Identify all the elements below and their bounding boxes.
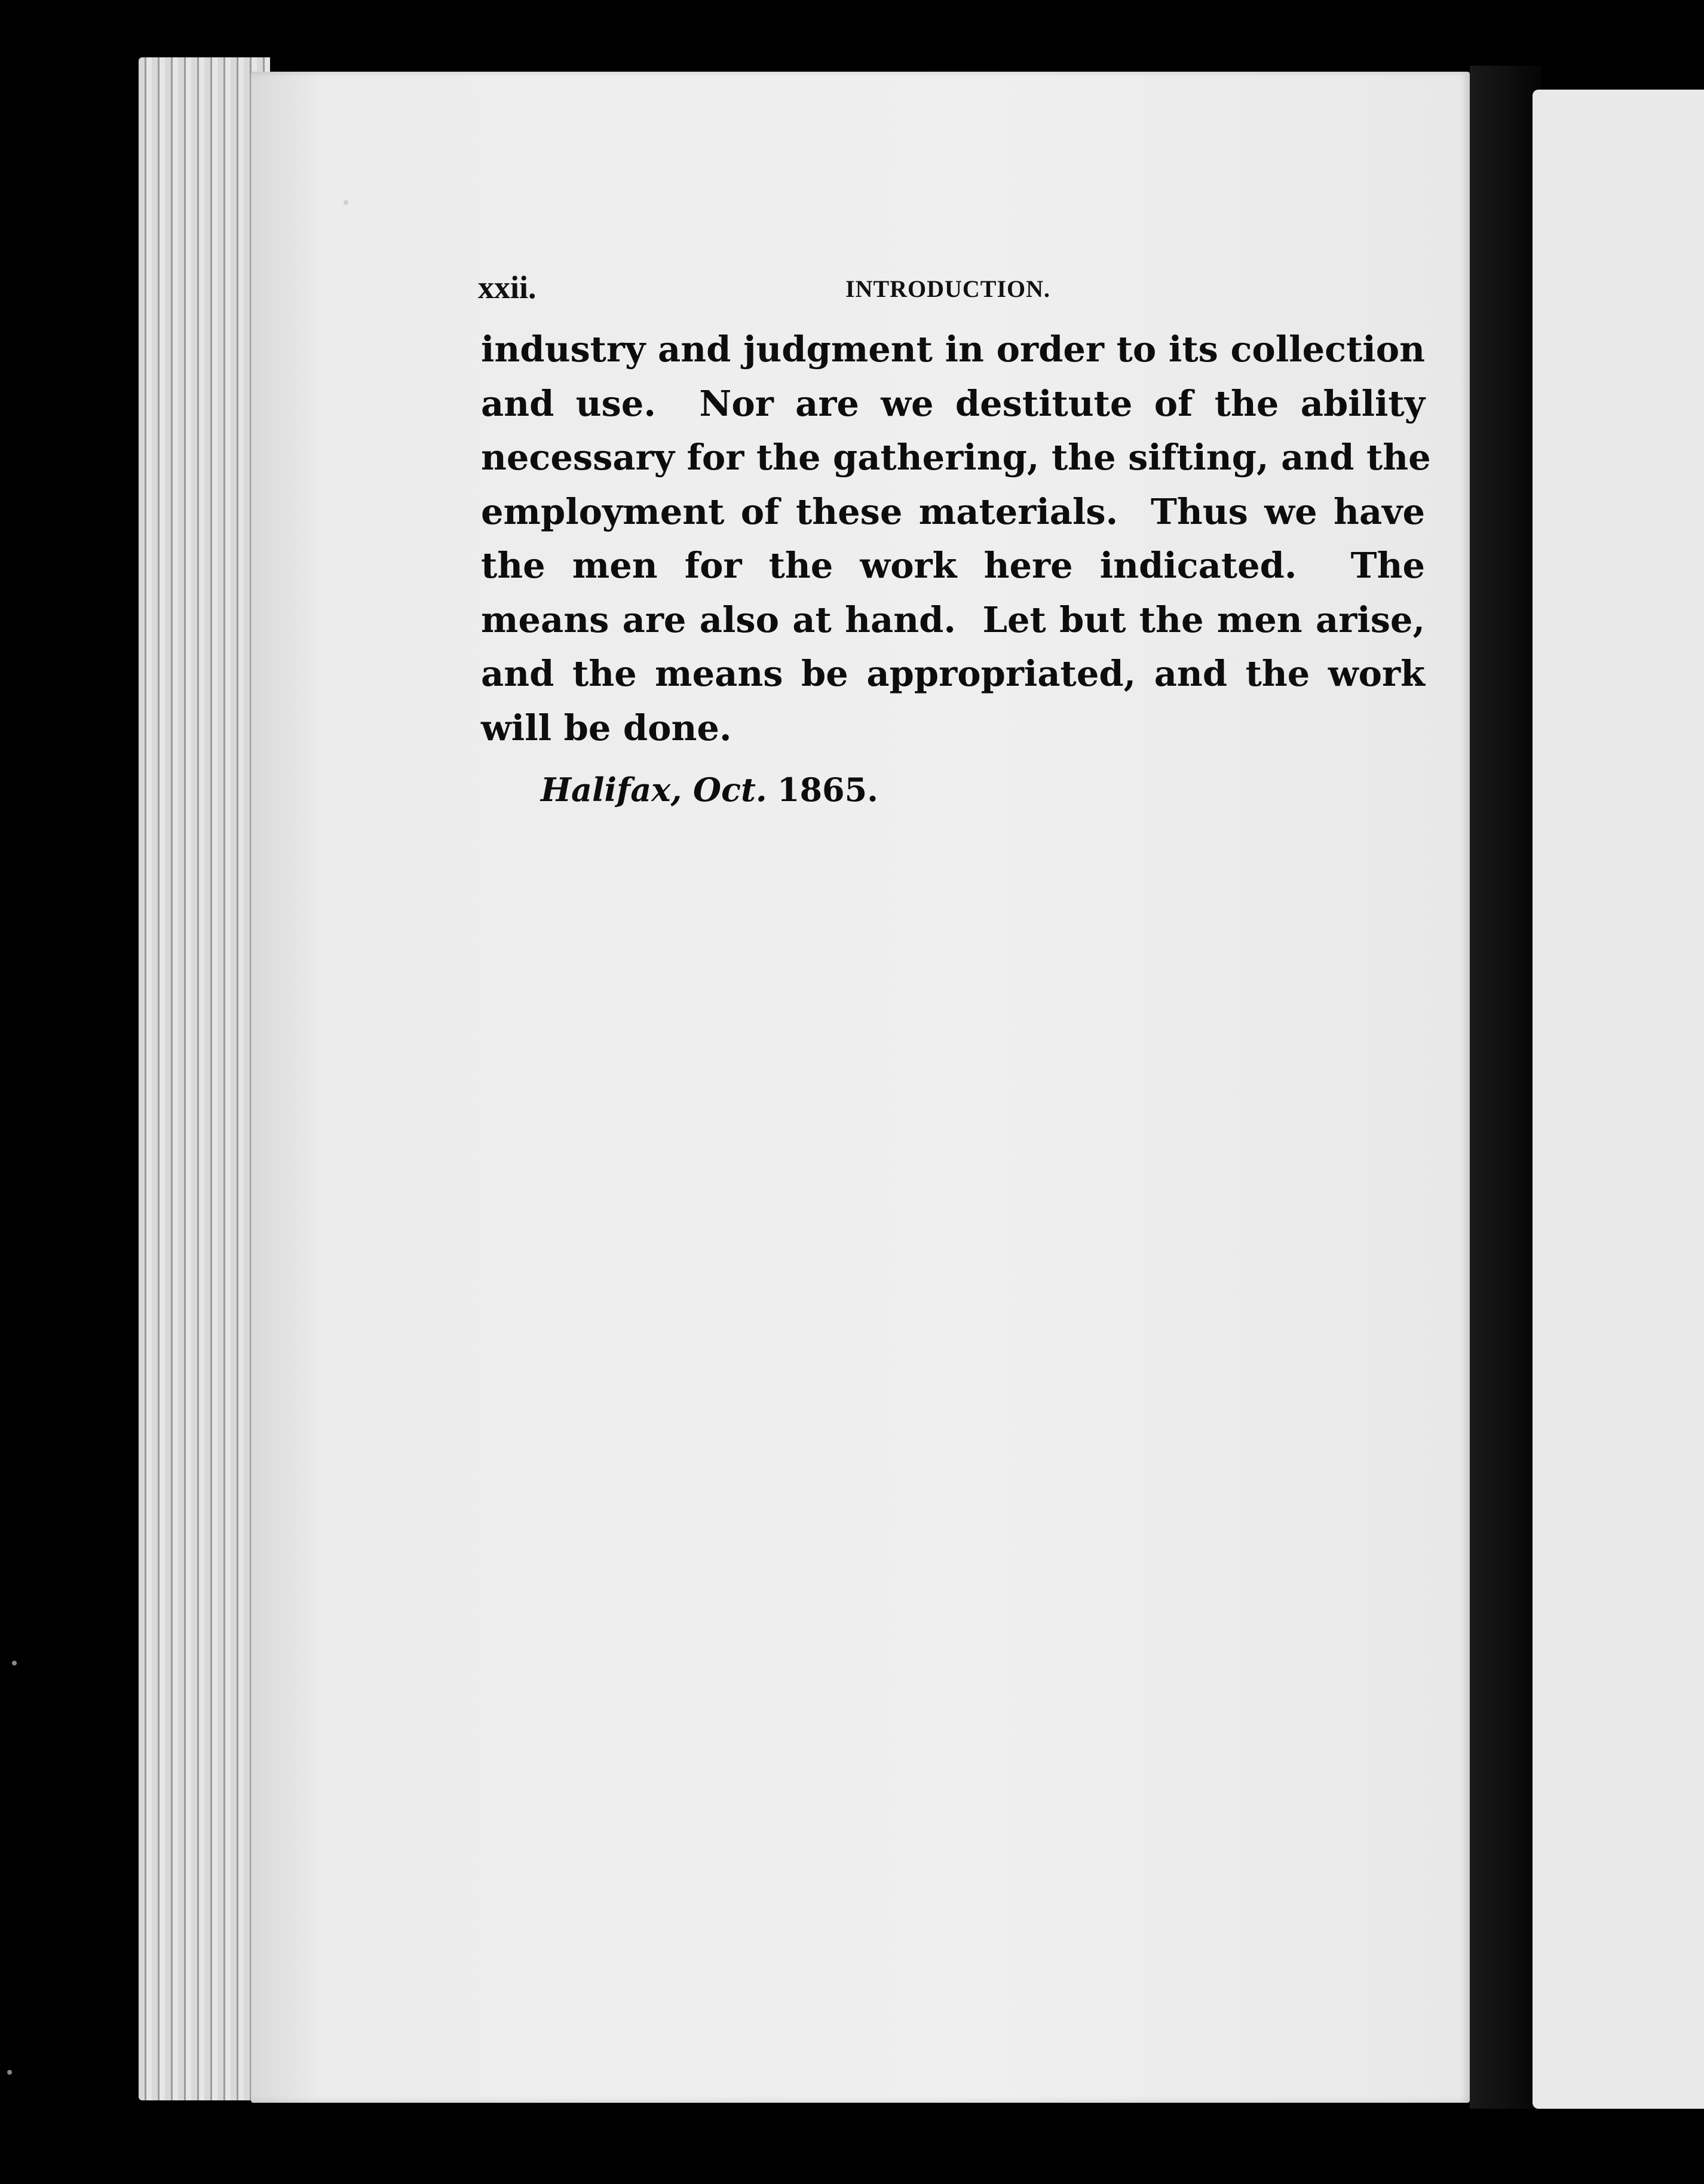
dust-speck bbox=[344, 200, 348, 205]
page-number: xxii. bbox=[478, 269, 537, 305]
text-line: means are also at hand. Let but the men arise, bbox=[481, 599, 1425, 640]
text-line: necessary for the gathering, the sifting, and the bbox=[481, 437, 1431, 478]
facing-page-edge bbox=[1533, 90, 1704, 2109]
text-line: and the means be appropriated, and the work bbox=[481, 653, 1425, 694]
text-line: industry and judgment in order to its collection bbox=[481, 329, 1425, 370]
text-line: employment of these materials. Thus we have bbox=[481, 490, 1425, 532]
running-head: INTRODUCTION. bbox=[845, 275, 1051, 302]
text-line: the men for the work here indicated. The bbox=[481, 545, 1425, 586]
text-line: and use. Nor are we destitute of the ability bbox=[481, 382, 1425, 424]
book-gutter bbox=[1470, 66, 1541, 2109]
page-edges bbox=[139, 57, 270, 2100]
signature-line bbox=[541, 771, 878, 809]
body-paragraph bbox=[481, 323, 1431, 755]
dust-speck bbox=[12, 1661, 17, 1665]
signature-place-date: Halifax, Oct. bbox=[541, 771, 767, 809]
page-header bbox=[478, 269, 1422, 311]
signature-year: 1865. bbox=[777, 771, 878, 809]
text-line: will be done. bbox=[481, 707, 732, 749]
dust-speck bbox=[7, 2070, 12, 2075]
